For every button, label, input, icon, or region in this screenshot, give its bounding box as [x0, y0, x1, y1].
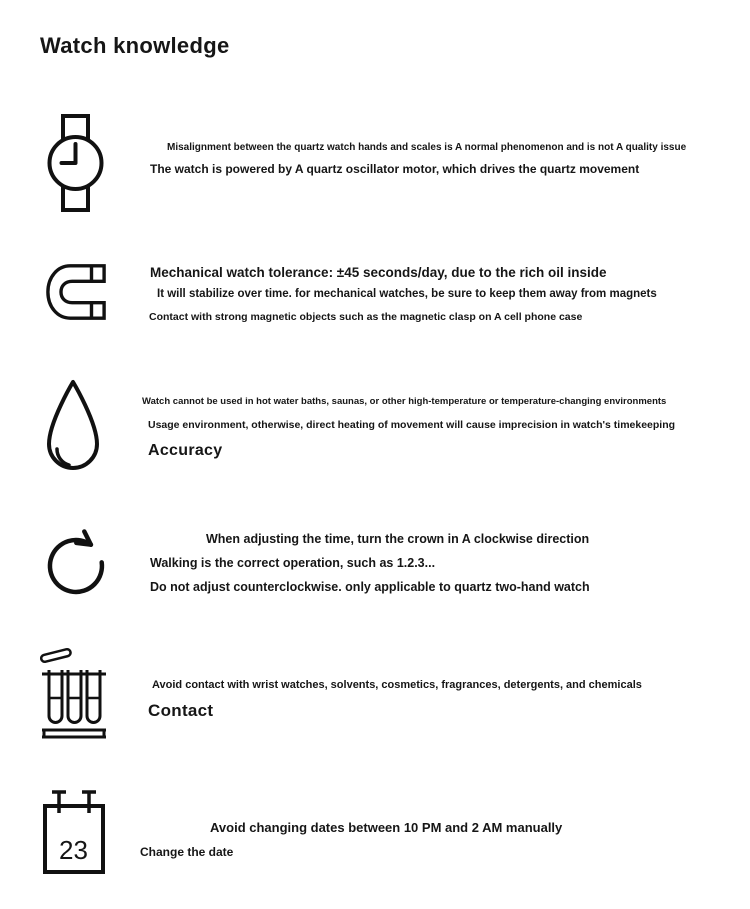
text-line: Mechanical watch tolerance: ±45 seconds/day, due to the rich oil inside — [150, 265, 607, 280]
text-line: Avoid changing dates between 10 PM and 2 AM manually — [210, 820, 563, 835]
section-text — [148, 678, 733, 723]
section-text — [148, 141, 733, 177]
text-line: Usage environment, otherwise, direct heating of movement will cause imprecision in watch's timekeeping — [148, 418, 676, 431]
test-tubes-icon — [40, 644, 110, 744]
clockwise-arrow-icon — [45, 521, 107, 599]
text-line: Walking is the correct operation, such as 1.2.3... — [150, 555, 436, 570]
section-text — [149, 264, 734, 324]
text-line: Watch cannot be used in hot water baths, saunas, or other high-temperature or temperature-changing environments — [142, 396, 667, 407]
text-line: Change the date — [140, 844, 234, 859]
section-text — [142, 396, 727, 462]
text-line: Misalignment between the quartz watch hands and scales is A normal phenomenon and is not A quality issue — [167, 142, 687, 153]
calendar-day-number: 23 — [59, 835, 88, 865]
magnet-icon — [45, 262, 107, 322]
text-line: Contact — [148, 700, 214, 720]
section-text — [140, 819, 725, 860]
section-text — [150, 531, 735, 596]
text-line: Do not adjust counterclockwise. only applicable to quartz two-hand watch — [150, 579, 590, 594]
text-line: When adjusting the time, turn the crown in A clockwise direction — [206, 532, 590, 546]
text-line: The watch is powered by A quartz oscillator motor, which drives the quartz movement — [150, 161, 640, 176]
text-line: Accuracy — [148, 441, 223, 459]
text-line: Contact with strong magnetic objects such as the magnetic clasp on A cell phone case — [149, 310, 583, 323]
text-line: Avoid contact with wrist watches, solvents, cosmetics, fragrances, detergents, and chemicals — [152, 679, 642, 691]
water-drop-icon — [42, 377, 104, 479]
text-line: It will stabilize over time. for mechanical watches, be sure to keep them away from magnets — [157, 288, 657, 301]
page-title: Watch knowledge — [40, 33, 230, 58]
wristwatch-icon — [44, 112, 106, 214]
calendar-icon — [42, 789, 106, 875]
